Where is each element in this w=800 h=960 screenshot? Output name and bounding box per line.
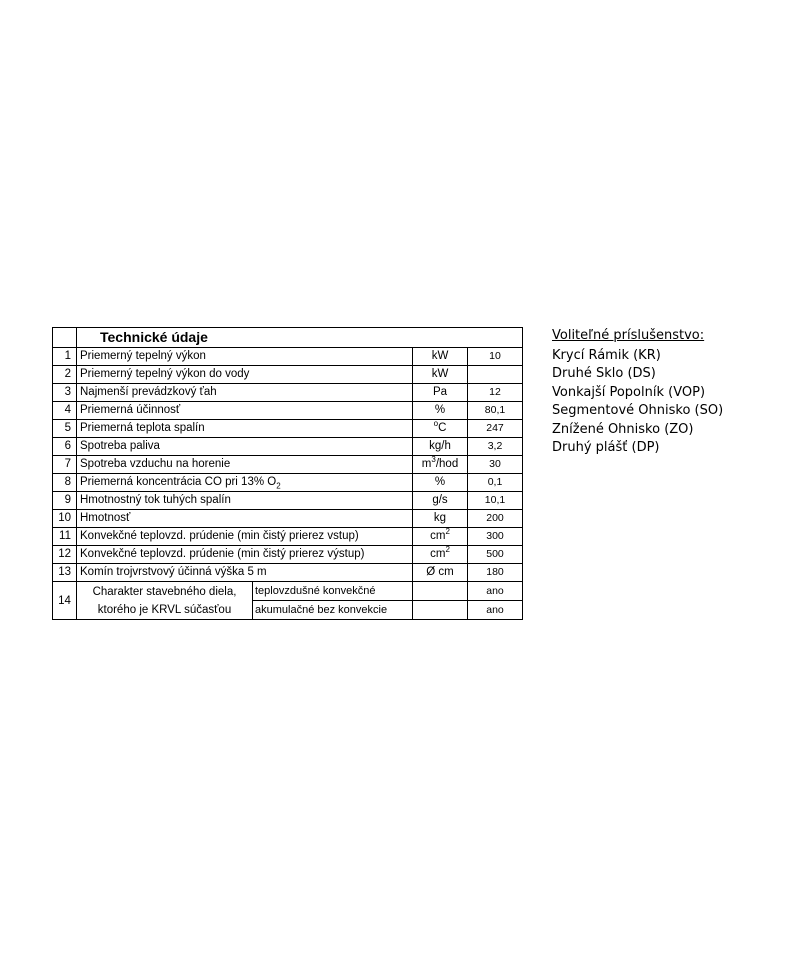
row-value: 12 — [468, 384, 523, 402]
unit-base: m — [421, 458, 432, 470]
row-unit: kW — [413, 348, 468, 366]
table-row — [53, 564, 523, 582]
row-number: 14 — [53, 582, 77, 620]
unit-rest: /hod — [435, 458, 459, 470]
list-item: Druhé Sklo (DS) — [552, 366, 656, 381]
table-row — [53, 456, 523, 474]
technical-data-table — [52, 327, 523, 620]
table-row — [53, 528, 523, 546]
row-number: 2 — [53, 366, 77, 384]
table-row — [53, 510, 523, 528]
row-label: Priemerná teplota spalín — [77, 420, 413, 438]
row-unit: % — [413, 402, 468, 420]
row-value: 180 — [468, 564, 523, 582]
row-unit — [413, 601, 468, 620]
label-base: Priemerná koncentrácia CO pri 13% O — [80, 476, 277, 488]
row-number: 3 — [53, 384, 77, 402]
row-number: 6 — [53, 438, 77, 456]
row-sublabel: akumulačné bez konvekcie — [253, 601, 413, 620]
row-number: 5 — [53, 420, 77, 438]
row-label — [77, 474, 413, 492]
unit-superscript: 2 — [445, 527, 450, 537]
table-title: Technické údaje — [77, 328, 523, 348]
row-unit: Pa — [413, 384, 468, 402]
table-row — [53, 402, 523, 420]
row-label-line: ktorého je KRVL súčasťou — [97, 603, 232, 616]
row-value: 30 — [468, 456, 523, 474]
row-value: ano — [468, 601, 523, 620]
row-number: 7 — [53, 456, 77, 474]
row-unit — [413, 546, 468, 564]
row-unit: % — [413, 474, 468, 492]
unit-superscript: o — [433, 419, 439, 429]
row-number: 12 — [53, 546, 77, 564]
row-unit — [413, 528, 468, 546]
list-item: Druhý plášť (DP) — [552, 440, 660, 455]
row-unit — [413, 582, 468, 601]
row-value: 247 — [468, 420, 523, 438]
unit-base: cm — [430, 548, 446, 560]
row-label: Najmenší prevádzkový ťah — [77, 384, 413, 402]
row-label: Komín trojvrstvový účinná výška 5 m — [77, 564, 413, 582]
unit-superscript: 3 — [431, 455, 436, 465]
row-label: Priemerná účinnosť — [77, 402, 413, 420]
row-value: 200 — [468, 510, 523, 528]
row-label: Spotreba vzduchu na horenie — [77, 456, 413, 474]
table-row — [53, 474, 523, 492]
unit-base: cm — [430, 530, 446, 542]
row-label: Hmotnosť — [77, 510, 413, 528]
row-unit: g/s — [413, 492, 468, 510]
row-label: Hmotnostný tok tuhých spalín — [77, 492, 413, 510]
row-value: ano — [468, 582, 523, 601]
optional-accessories — [552, 327, 723, 458]
table-row — [53, 546, 523, 564]
row-number: 11 — [53, 528, 77, 546]
label-subscript: 2 — [276, 481, 281, 491]
row-unit — [413, 420, 468, 438]
row-value: 300 — [468, 528, 523, 546]
row-unit: kW — [413, 366, 468, 384]
unit-base: C — [438, 422, 447, 434]
row-label: Konvekčné teplovzd. prúdenie (min čistý prierez výstup) — [77, 546, 413, 564]
unit-superscript: 2 — [445, 545, 450, 555]
row-number: 13 — [53, 564, 77, 582]
table-row — [53, 582, 523, 601]
row-label: Konvekčné teplovzd. prúdenie (min čistý prierez vstup) — [77, 528, 413, 546]
row-label: Priemerný tepelný výkon do vody — [77, 366, 413, 384]
row-sublabel: teplovzdušné konvekčné — [253, 582, 413, 601]
row-value: 10 — [468, 348, 523, 366]
row-value: 500 — [468, 546, 523, 564]
row-number: 9 — [53, 492, 77, 510]
row-label: Priemerný tepelný výkon — [77, 348, 413, 366]
row-number: 1 — [53, 348, 77, 366]
row-unit: kg — [413, 510, 468, 528]
row-label-line: Charakter stavebného diela, — [92, 585, 237, 598]
row-value: 3,2 — [468, 438, 523, 456]
accessories-title: Voliteľné príslušenstvo: — [552, 328, 705, 343]
table-row — [53, 438, 523, 456]
list-item: Krycí Rámik (KR) — [552, 347, 661, 363]
row-unit: kg/h — [413, 438, 468, 456]
list-item: Vonkajší Popolník (VOP) — [552, 384, 706, 400]
row-value — [468, 366, 523, 384]
row-value: 0,1 — [468, 474, 523, 492]
row-number: 4 — [53, 402, 77, 420]
row-value: 10,1 — [468, 492, 523, 510]
row-unit: Ø cm — [413, 564, 468, 582]
title-number-cell — [53, 328, 77, 348]
row-value: 80,1 — [468, 402, 523, 420]
table-row — [53, 366, 523, 384]
table-row — [53, 384, 523, 402]
table-row — [53, 420, 523, 438]
table-row — [53, 348, 523, 366]
row-label — [77, 582, 253, 620]
row-label: Spotreba paliva — [77, 438, 413, 456]
list-item: Segmentové Ohnisko (SO) — [552, 403, 724, 418]
table-row — [53, 492, 523, 510]
list-item: Znížené Ohnisko (ZO) — [552, 421, 694, 437]
row-number: 10 — [53, 510, 77, 528]
row-number: 8 — [53, 474, 77, 492]
row-unit — [413, 456, 468, 474]
